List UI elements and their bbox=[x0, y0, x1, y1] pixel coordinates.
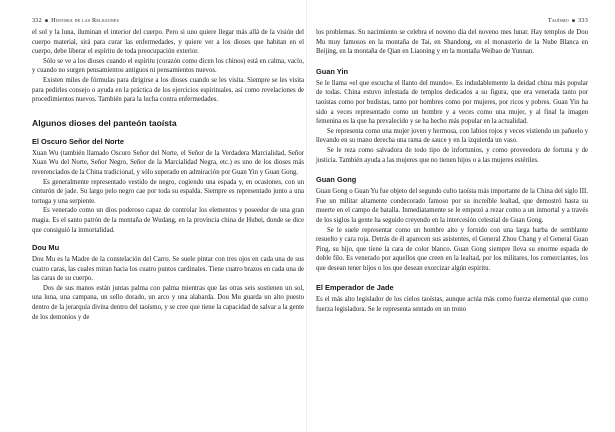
paragraph: Dos de sus manos están juntas palma con palma mientras que las otras seis sostienen un sol, una luna, una campana, un sello dorado, un arco y una alabarda. Dou Mu guarda un alto puesto dentro de la jerarquía divina dentro del taoísmo, y se cree que tiene la capacidad de salvar a la gente de los demonios y de bbox=[32, 284, 304, 321]
paragraph: Es el más alto legislador de los cielos taoístas, aunque actúa más como fuerza elemental que como fuerza legisladora. Se le representa sentado en un trono bbox=[316, 296, 588, 314]
left-running-head bbox=[32, 14, 304, 28]
god-heading: El Oscuro Señor del Norte bbox=[32, 136, 124, 146]
right-running-head bbox=[316, 14, 588, 28]
paragraph: Existen miles de fórmulas para dirigirse a los dioses cuando se les visita. Siempre se les visita para pedirles consejo o ayuda en la práctica de los ejercicios espirituales, así como revelaciones de procedimientos nuevos. También para la lucha contra enfermedades. bbox=[32, 76, 304, 104]
paragraph: Se le llama «el que escucha el llanto del mundo». Es indudablemente la deidad china más popular de todas. China estuvo infestada de templos dedicados a su figura, que era venerada tanto por taoístas como por budistas, tanto por hombres como por mujeres, por ricos y pobres. Guan Yin ha sido a veces representado como un hombre y a veces como una mujer, y al final la imagen femenina es la que ha prevalecido y se ha hecho más popular en la actualidad. bbox=[316, 79, 588, 126]
paragraph: Se representa como una mujer joven y hermosa, con labios rojos y veces vistiendo un pañuelo y llevando en su mano derecha una rama de sauce y en la izquierda un vaso. bbox=[316, 127, 588, 145]
left-page bbox=[32, 0, 304, 432]
paragraph: Se le suele representar como un hombre alto y fornido con una larga barba de semblante resuelto y cara roja. Detrás de él aparecen sus asistentes, el General Zhou Chang y el General Guan Ping, su hijo, que tiene la cara de color blanco. Guan Gong siempre lleva su enorme espada de doble filo. Es venerado por aquellos que creen en la lealtad, por los militares, los comerciantes, los que desean tener hijos o los que desean exorcizar algún espíritu. bbox=[316, 226, 588, 272]
paragraph: Xuan Wu (también llamado Oscuro Señor del Norte, el Señor de la Verdadera Marcialidad, Señor Xuan Wu del Norte, Señor Negro, Señor de la Marcialidad Negra, etc.) es uno de los dioses más reverenciados de la China tradicional, y sólo superado en admiración por Guan Yin y Guan Gong. bbox=[32, 149, 304, 176]
right-running-title: Taoísmo bbox=[547, 17, 569, 24]
left-page-number: 332 bbox=[32, 17, 42, 24]
god-heading: El Emperador de Jade bbox=[316, 283, 394, 293]
bullet-separator: ■ bbox=[571, 19, 576, 24]
paragraph: Es generalmente representado vestido de negro, cogiendo una espada y, en ocasiones, con un cinturón de jade. Su largo pelo negro cae por toda su espalda. Siempre es representado junto a una tortuga y una serpiente. bbox=[32, 178, 304, 205]
section-title: Algunos dioses del panteón taoísta bbox=[32, 117, 177, 128]
right-page-number: 333 bbox=[578, 17, 588, 24]
paragraph: Es venerado como un dios poderoso capaz de controlar los elementos y poseedor de una gran magia. Es el santo patrón de la montaña de Wudang, en la provincia china de Hubei, donde se dice que consiguió la inmortalidad. bbox=[32, 207, 304, 234]
paragraph: Dou Mu es la Madre de la constelación del Carro. Se suele pintar con tres ojos en cada una de sus cuatro caras, las cuales miran hacia los cuatro puntos cardinales. Tiene cuatro brazos en cada una de las caras de su cuerpo. bbox=[32, 256, 304, 283]
god-heading: Dou Mu bbox=[32, 243, 60, 253]
paragraph: el sol y la luna, iluminan el interior del cuerpo. Pero si uno quiere llegar más allá de la visión del cuerpo material, sirá para curar las enfermedades, y quiere ver a los dioses que habitan en el cuerpo, debe liberar el espíritu de toda preocupación exterior. bbox=[32, 29, 304, 56]
page-gutter bbox=[306, 0, 307, 432]
god-heading: Guan Gong bbox=[316, 175, 357, 185]
paragraph: Guan Gong o Guan Yu fue objeto del segundo culto taoísta más importante de la China del siglo III. Fue un militar altamente condecorado famoso por su increíble lealtad, que demostró hasta su muerte en el campo de batalla. Inmediatamente se le empezó a rezar como a un inmortal y a través de los siglos la gente ha seguido creyendo en la intercesión celestial de Guan Gong. bbox=[316, 188, 588, 224]
god-heading: Guan Yin bbox=[316, 66, 349, 76]
left-running-title: Historia de las Religiones bbox=[51, 17, 120, 24]
paragraph: Sólo se ve a los dioses cuando el espíritu (corazón como dicen los chinos) está en calma, vacío, y cuando no surgen pensamientos antiguos ni pensamientos nuevos. bbox=[32, 57, 304, 75]
paragraph: Se le reza como salvadora de todo tipo de infortunios, y como proveedora de fortuna y de justicia. También ayuda a las mujeres que no tienen hijos o a las mujeres estériles. bbox=[316, 146, 588, 164]
bullet-separator: ■ bbox=[44, 19, 49, 24]
right-page bbox=[316, 0, 588, 432]
paragraph: los problemas. Su nacimiento se celebra el noveno día del noveno mes lunar. Hay templos de Dou Mu muy famosos en la montaña de Tai, en Shandong, en el monasterio de la Nube Blanca en Beijing, en la montaña de Qian en Liaoning y en la montaña Weibao de Yunnan. bbox=[316, 29, 588, 56]
